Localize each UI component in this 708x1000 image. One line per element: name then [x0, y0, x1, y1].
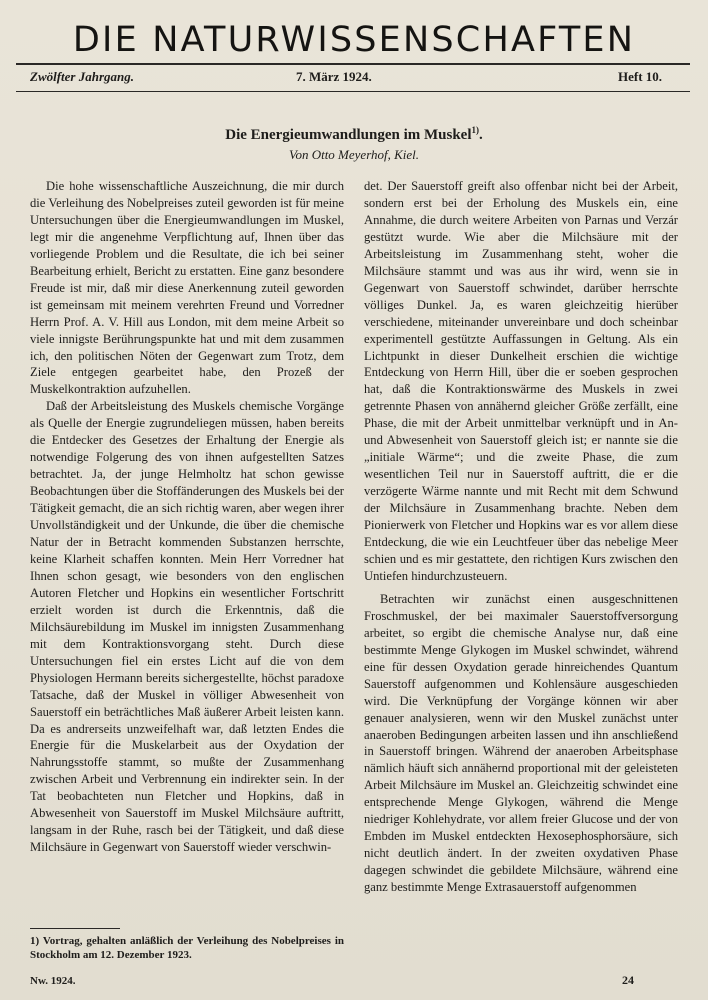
header-rule-top [16, 63, 690, 65]
paragraph: Betrachten wir zunächst einen ausgeschnittenen Froschmuskel, der bei maximaler Sauerstoffversorgung arbeitet, so ergibt die chemische Analyse nur, daß eine bestimmte Menge Glykogen im Muskel schwindet, während eine für dessen Oxydation gerade hinreichendes Quantum Sauerstoff aufgenommen und Kohlensäure ausgeschieden wird. Die Verknüpfung der Vorgänge können wir aber genauer analysieren, wenn wir den Muskel zunächst unter anaeroben Bedingungen arbeiten lassen und ihn anschließend in Sauerstoff bringen. Während der anaeroben Arbeitsphase nämlich häuft sich annähernd proportional mit der geleisteten Arbeit Milchsäure im Muskel an. Gleichzeitig schwindet eine entsprechende Menge Glykogen, während die Menge niedriger Kohlehydrate, vor allem freier Glucose und der von Embden im Muskel entdeckten Hexosephosphorsäure, sich nicht deutlich ändert. In der zweiten oxydativen Phase dagegen schwindet die gebildete Milchsäure, während eine ganz bestimmte Menge Extrasauerstoff aufgenommen [364, 591, 678, 895]
footer-journal-year: Nw. 1924. [30, 975, 76, 987]
paragraph: Die hohe wissenschaftliche Auszeichnung, die mir durch die Verleihung des Nobelpreises zuteil geworden ist für meine Untersuchungen über die Energieumwandlungen im Muskel, legt mir die angenehme Verpflichtung auf, Ihnen über das vorliegende Problem und die Resultate, die ich bei seiner Bearbeitung erhielt, Bericht zu erstatten. Eine ganz besondere Freude ist mir, daß mir diese Anerkennung zuteil geworden ist gemeinsam mit meinem verehrten Freund und Vorredner Herrn Prof. A. V. Hill aus London, mit dem meine Arbeit so viele innigste Berührungspunkte hat und mit dem zusammen ich, den politischen Nöten der Gegenwart zum Trotz, dem Ziele entgegen gearbeitet habe, den Prozeß der Muskelkontraktion aufzuhellen. [30, 179, 344, 397]
footnote-marker: 1) [471, 125, 480, 135]
journal-title: DIE NATURWISSENSCHAFTEN [72, 20, 636, 60]
right-column [364, 178, 678, 896]
article-title-text: Die Energieumwandlungen im Muskel [225, 127, 472, 143]
footnote: 1) Vortrag, gehalten anläßlich der Verleihung des Nobelpreises in Stockholm am 12. Dezember 1923. [30, 935, 344, 961]
issue-date: 7. März 1924. [296, 69, 372, 84]
volume-label: Zwölfter Jahrgang. [30, 69, 135, 84]
left-column [30, 178, 344, 856]
author-line: Von Otto Meyerhof, Kiel. [288, 147, 420, 162]
paragraph: Daß der Arbeitsleistung des Muskels chemische Vorgänge als Quelle der Energie zugrundeliegen müssen, haben bereits die Entdecker des Gesetzes der Erhaltung der Energie als notwendige Folgerung des von ihnen aufgestellten Satzes betrachtet. Ja, der junge Helmholtz hat schon gewisse Beobachtungen über die Stoffänderungen des Muskels bei der Tätigkeit gemacht, die an sich richtig waren, aber wegen ihrer Unvollständigkeit und der Unkunde, die über die chemische Natur der in Betracht kommenden Substanzen herrschte, keine Klarheit schaffen konnten. Mein Herr Vorredner hat Ihnen schon gesagt, wie besonders von den englischen Autoren Fletcher und Hopkins ein wesentlicher Fortschritt erzielt worden ist durch die Erkenntnis, daß die Milchsäurebildung im Muskel im innigsten Zusammenhang mit dem Kontraktionsvorgang steht. Durch diese Untersuchungen fiel ein erstes Licht auf die von dem Physiologen Hermann bereits sichergestellte, höchst paradoxe Tatsache, daß der Muskel in völliger Abwesenheit von Sauerstoff ein beträchtliches Maß äußerer Arbeit leisten kann. Da es andrerseits unzweifelhaft war, daß letzten Endes die Energie für die Muskelarbeit aus der Oxydation der Nahrungsstoffe stammt, so mußte der Zusammenhang zwischen Arbeit und Verbrennung ein indirekter sein. In der Tat beobachteten nun Fletcher und Hopkins, daß in Abwesenheit von Sauerstoff im Muskel Milchsäure auftritt, langsam in der Ruhe, rasch bei der Tätigkeit, und daß diese Milchsäure in Gegenwart von Sauerstoff wieder verschwin- [30, 399, 344, 855]
article-title: Die Energieumwandlungen im Muskel$^{1)}$. [225, 125, 483, 143]
page-number: 24 [622, 973, 634, 987]
paragraph: det. Der Sauerstoff greift also offenbar nicht bei der Arbeit, sondern erst bei der Erholung des Muskels ein, eine Annahme, die durch weitere Arbeiten von Parnas und Verzár gestützt wurde. Wie aber die Milchsäure mit der Arbeitsleistung im Zusammenhang steht, woher die Milchsäure stammt und was aus ihr wird, wenn sie in Gegenwart von Sauerstoff schwindet, darüber herrschte völliges Dunkel. Ja, es waren gleichzeitig hierüber verschiedene, miteinander unvereinbare und doch scheinbar experimentell gestützte Auffassungen in Geltung. Als ein Lichtpunkt in dieser Dunkelheit erschien die wichtige Entdeckung von Herrn Hill, über die er soeben gesprochen hat, daß die Kontraktionswärme des Muskels in zwei getrennte Phasen von annähernd gleicher Größe zerfällt, eine Phase, die mit der Arbeit unmittelbar verknüpft und in An- und Abwesenheit von Sauerstoff gleich ist; er nannte sie die „initiale Wärme“; und die zweite Phase, die zum wesentlichen Teil nur in Sauerstoff auftritt, die er die verzögerte Wärme nannte und mit Recht mit dem Schwund der Milchsäure in Zusammenhang brachte. Neben dem Pionierwerk von Fletcher und Hopkins war es vor allem diese Entdeckung, die wie ein Leuchtfeuer über das nebelige Meer schien und es mir gestattete, den richtigen Kurs zwischen den Untiefen hindurchzusteuern. [364, 179, 678, 583]
issue-number: Heft 10. [618, 69, 663, 84]
header-rule-bottom [16, 91, 690, 92]
footnote-rule [30, 928, 120, 929]
